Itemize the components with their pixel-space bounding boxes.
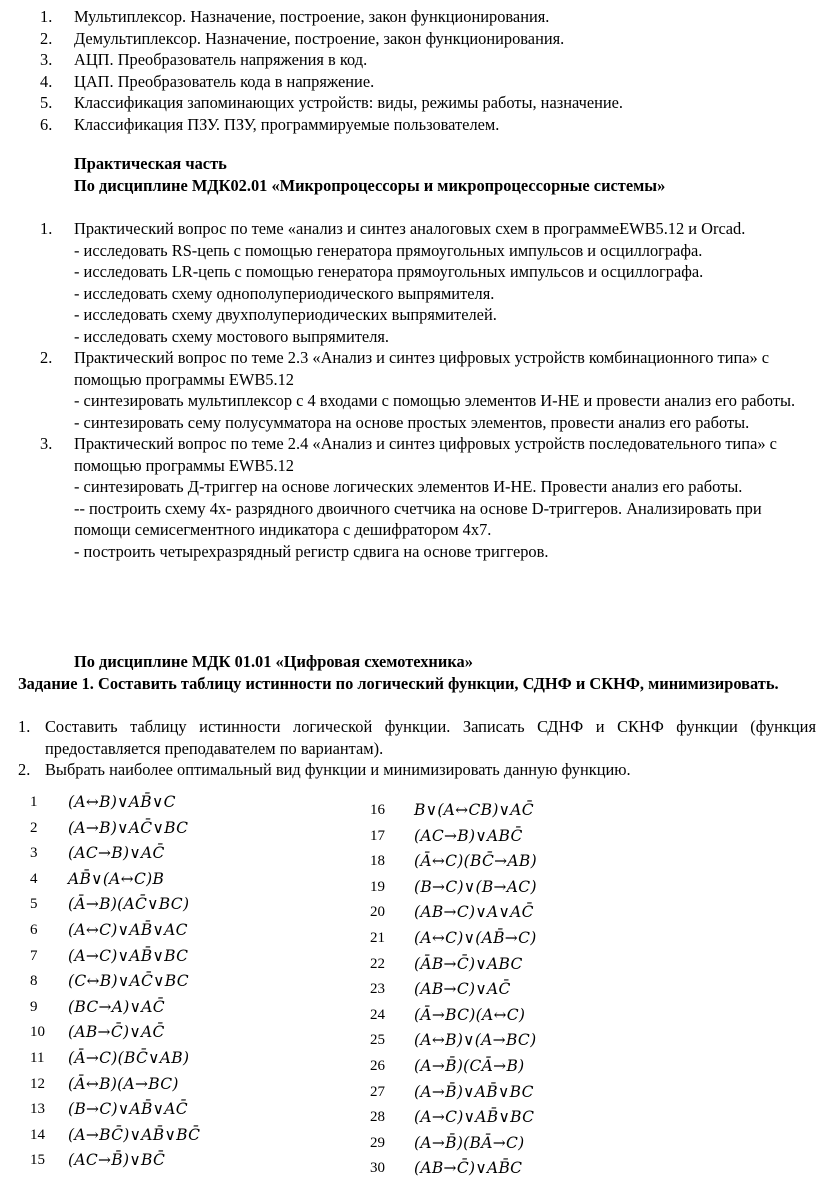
question-subtask: - исследовать LR-цепь с помощью генератора прямоугольных импульсов и осциллографа. <box>74 262 704 281</box>
formula-row <box>370 1080 790 1106</box>
formula-expression: (C↔B)∨AC̄∨BC <box>68 972 189 991</box>
question-subtask: - исследовать схему двухполупериодических выпрямителей. <box>74 305 497 324</box>
step-text: Составить таблицу истинности логической функции. Записать СДНФ и СКНФ функции (функция предоставляется преподавателем по вариантам). <box>45 717 816 758</box>
theory-topics-list <box>40 6 800 135</box>
topic-item <box>40 92 800 114</box>
formula-number: 23 <box>370 981 385 998</box>
formula-expression: (A→C)∨AB̄∨BC <box>68 946 189 965</box>
formula-number: 4 <box>30 870 38 887</box>
formula-row <box>370 1003 790 1029</box>
formula-row <box>30 841 360 867</box>
formula-expression: (AC→B)∨AC̄ <box>68 844 165 863</box>
formula-row <box>370 1105 790 1131</box>
formula-row <box>370 1054 790 1080</box>
formula-expression: (A↔B)∨AB̄∨C <box>68 793 176 812</box>
topic-text: Классификация ПЗУ. ПЗУ, программируемые пользователем. <box>74 114 500 134</box>
formula-row <box>30 944 360 970</box>
formula-number: 13 <box>30 1101 45 1118</box>
formula-number: 12 <box>30 1075 45 1092</box>
topic-number: 4. <box>40 71 53 91</box>
formula-row <box>30 918 360 944</box>
formula-row <box>370 849 790 875</box>
question-number: 2. <box>40 348 53 367</box>
formula-row <box>30 892 360 918</box>
digital-discipline-heading: По дисциплине МДК 01.01 «Цифровая схемотехника» <box>74 652 473 671</box>
step-number: 2. <box>18 760 31 779</box>
topic-number: 6. <box>40 114 53 134</box>
task-steps-list <box>18 716 816 781</box>
topic-item <box>40 114 800 136</box>
formula-number: 18 <box>370 853 385 870</box>
formula-expression: (AB→C̄)∨AC̄ <box>68 1023 165 1042</box>
topic-item <box>40 49 800 71</box>
formula-expression: (A→B)∨AC̄∨BC <box>68 818 189 837</box>
formula-number: 21 <box>370 930 385 947</box>
question-number: 3. <box>40 434 53 453</box>
formula-number: 19 <box>370 878 385 895</box>
formula-number: 14 <box>30 1126 45 1143</box>
question-subtask: - синтезировать сему полусумматора на основе простых элементов, провести анализ его работы. <box>74 412 750 432</box>
question-subtask: - исследовать схему однополупериодического выпрямителя. <box>74 283 495 303</box>
practical-question <box>40 433 816 562</box>
formula-number: 25 <box>370 1032 385 1049</box>
formula-expression: (AC→B̄)∨BC̄ <box>68 1151 166 1170</box>
practical-question <box>40 218 816 347</box>
formula-row <box>30 1123 360 1149</box>
formula-expression: (A↔C)∨(AB̄→C) <box>414 929 537 948</box>
formula-expression: (AB→C̄)∨AB̄C <box>414 1159 523 1178</box>
formula-number: 20 <box>370 904 385 921</box>
formula-row <box>30 1046 360 1072</box>
formula-row <box>370 952 790 978</box>
formula-expression: (Ā→C)(BC̄∨AB) <box>68 1048 190 1067</box>
formula-number: 27 <box>370 1083 385 1100</box>
formula-number: 24 <box>370 1006 385 1023</box>
formula-row <box>370 977 790 1003</box>
question-text: Практический вопрос по теме 2.4 «Анализ и синтез цифровых устройств последовательного типа» с помощью программы EWB5.12 <box>74 434 777 475</box>
formula-number: 2 <box>30 819 38 836</box>
task-step <box>18 716 816 759</box>
formula-number: 29 <box>370 1134 385 1151</box>
formula-number: 7 <box>30 947 38 964</box>
question-subtask: - исследовать схему мостового выпрямителя. <box>74 326 390 346</box>
topic-number: 2. <box>40 28 53 48</box>
formula-expression: (Ā↔B)(A→BC) <box>68 1074 179 1093</box>
step-number: 1. <box>18 717 31 736</box>
formula-expression: (A→BC̄)∨AB̄∨BC̄ <box>68 1125 201 1144</box>
formula-row <box>30 790 360 816</box>
question-number: 1. <box>40 219 53 238</box>
formula-number: 1 <box>30 794 38 811</box>
formula-number: 11 <box>30 1049 45 1066</box>
formula-expression: (AB→C)∨A∨AC̄ <box>414 903 534 922</box>
practical-discipline: По дисциплине МДК02.01 «Микропроцессоры и микропроцессорные системы» <box>74 175 666 195</box>
formula-number: 26 <box>370 1057 385 1074</box>
question-text: Практический вопрос по теме 2.3 «Анализ и синтез цифровых устройств комбинационного типа» с помощью программы EWB5.12 <box>74 348 770 389</box>
formula-expression: (A→B̄)∨AB̄∨BC <box>414 1082 534 1101</box>
formula-expression: (Ā↔C)(BC̄→AB) <box>414 852 537 871</box>
formula-number: 30 <box>370 1160 385 1177</box>
formula-row <box>370 875 790 901</box>
formula-expression: (Ā→BC)(A↔C) <box>414 1005 526 1024</box>
topic-item <box>40 28 800 50</box>
topic-text: АЦП. Преобразователь напряжения в код. <box>74 50 368 69</box>
formula-row <box>30 969 360 995</box>
practical-question <box>40 347 816 433</box>
topic-number: 5. <box>40 93 53 112</box>
formula-row <box>30 995 360 1021</box>
formula-number: 8 <box>30 973 38 990</box>
formula-expression: (Ā→B)(AC̄∨BC) <box>68 895 190 914</box>
topic-text: ЦАП. Преобразователь кода в напряжение. <box>74 71 375 91</box>
formula-number: 3 <box>30 845 38 862</box>
formula-row <box>30 1148 360 1174</box>
topic-item <box>40 6 800 28</box>
formula-expression: (B→C)∨(B→AC) <box>414 877 537 896</box>
question-subtask: -- построить схему 4х- разрядного двоичного счетчика на основе D-триггеров. Анализировать при помощи семисегментного индикатора с дешифратором 4х7. <box>74 498 762 539</box>
practical-questions-list <box>40 218 816 562</box>
formula-row <box>30 1020 360 1046</box>
topic-text: Мультиплексор. Назначение, построение, закон функционирования. <box>74 7 550 26</box>
question-subtask: - построить четырехразрядный регистр сдвига на основе триггеров. <box>74 541 549 561</box>
formula-expression: (A→C)∨AB̄∨BC <box>414 1108 535 1127</box>
question-subtask: - исследовать RS-цепь с помощью генератора прямоугольных импульсов и осциллографа. <box>74 240 703 260</box>
formula-expression: (A↔B)∨(A→BC) <box>414 1031 537 1050</box>
formula-row <box>370 798 790 824</box>
topic-number: 1. <box>40 7 53 26</box>
formula-row <box>370 1028 790 1054</box>
question-subtask: - синтезировать Д-триггер на основе логических элементов И-НЕ. Провести анализ его работы. <box>74 477 743 496</box>
formula-row <box>30 1097 360 1123</box>
formula-row <box>30 1072 360 1098</box>
formula-number: 5 <box>30 896 38 913</box>
formula-row <box>30 867 360 893</box>
formula-number: 10 <box>30 1024 45 1041</box>
formula-row <box>370 900 790 926</box>
formula-number: 15 <box>30 1152 45 1169</box>
formula-number: 16 <box>370 802 385 819</box>
formula-row <box>370 926 790 952</box>
topic-item <box>40 71 800 93</box>
practical-heading <box>74 153 814 196</box>
topic-text: Демультиплексор. Назначение, построение, закон функционирования. <box>74 28 565 48</box>
formula-column-left <box>30 790 360 1174</box>
formula-expression: (A→B̄)(BĀ→C) <box>414 1133 525 1152</box>
formula-expression: (AC→B)∨ABC̄ <box>414 826 523 845</box>
formula-number: 17 <box>370 827 385 844</box>
formula-expression: (A↔C)∨AB̄∨AC <box>68 921 188 940</box>
formula-expression: (AB→C)∨AC̄ <box>414 980 511 999</box>
task-title: Задание 1. Составить таблицу истинности по логический функции, СДНФ и СКНФ, минимизировать. <box>18 674 779 693</box>
formula-expression: B∨(A↔CB)∨AC̄ <box>414 801 534 820</box>
question-subtask: - синтезировать мультиплексор с 4 входами с помощью элементов И-НЕ и провести анализ его работы. <box>74 391 796 410</box>
formula-expression: (A→B̄)(CĀ→B) <box>414 1056 525 1075</box>
formula-number: 6 <box>30 922 38 939</box>
formula-row <box>370 1131 790 1157</box>
formula-expression: (BC→A)∨AC̄ <box>68 997 165 1016</box>
formula-row <box>30 816 360 842</box>
practical-title: Практическая часть <box>74 154 227 173</box>
formula-expression: AB̄∨(A↔C)B <box>68 869 165 888</box>
formula-number: 22 <box>370 955 385 972</box>
formula-number: 9 <box>30 998 38 1015</box>
topic-text: Классификация запоминающих устройств: виды, режимы работы, назначение. <box>74 93 624 112</box>
formula-expression: (B→C)∨AB̄∨AC̄ <box>68 1100 188 1119</box>
formula-expression: (ĀB→C̄)∨ABC <box>414 954 523 973</box>
formula-row <box>370 1156 790 1182</box>
formula-number: 28 <box>370 1109 385 1126</box>
question-text: Практический вопрос по теме «анализ и синтез аналоговых схем в программеEWB5.12 и Orcad. <box>74 219 746 238</box>
step-text: Выбрать наиболее оптимальный вид функции и минимизировать данную функцию. <box>45 760 631 779</box>
task-step <box>18 759 816 781</box>
topic-number: 3. <box>40 50 53 69</box>
formula-row <box>370 824 790 850</box>
formula-column-right <box>370 798 790 1182</box>
